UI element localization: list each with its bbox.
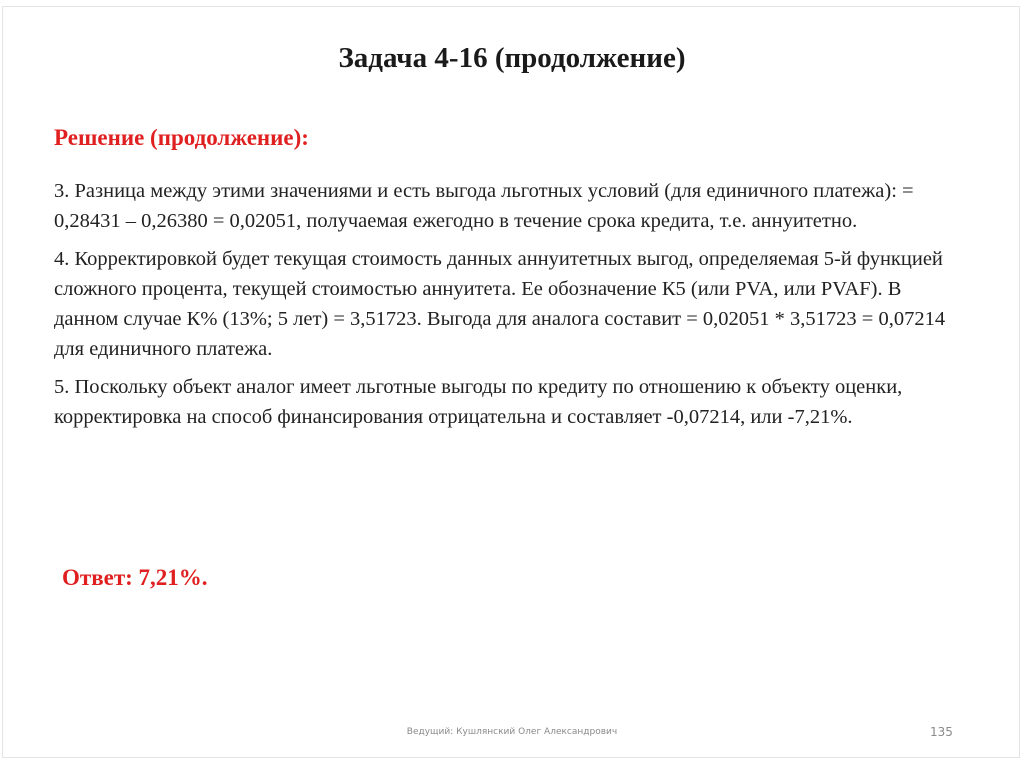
slide-title: Задача 4-16 (продолжение)	[338, 42, 686, 74]
paragraph-step-4: 4. Корректировкой будет текущая стоимость данных аннуитетных выгод, определяемая 5-й функцией сложного процента, текущей стоимостью аннуитета. Ее обозначение К5 (или PVA, или PVAF). В данном случае К% (13%; 5 лет) = 3,51723. Выгода для аналога составит = 0,02051 * 3,51723 = 0,07214 для единичного платежа.	[54, 248, 946, 360]
answer-text: Ответ: 7,21%.	[62, 565, 208, 590]
paragraph-step-3: 3. Разница между этими значениями и есть выгода льготных условий (для единичного платежа): = 0,28431 – 0,26380 = 0,02051, получаемая ежегодно в течение срока кредита, т.е. аннуитетно.	[54, 180, 914, 232]
paragraph-step-5: 5. Поскольку объект аналог имеет льготные выгоды по кредиту по отношению к объекту оценки, корректировка на способ финансирования отрицательна и составляет -0,07214, или -7,21%.	[54, 376, 903, 428]
solution-body	[54, 176, 954, 440]
page-number: 135	[930, 725, 953, 739]
footer-presenter: Ведущий: Кушлянский Олег Александрович	[406, 727, 618, 737]
solution-heading: Решение (продолжение):	[54, 125, 309, 150]
